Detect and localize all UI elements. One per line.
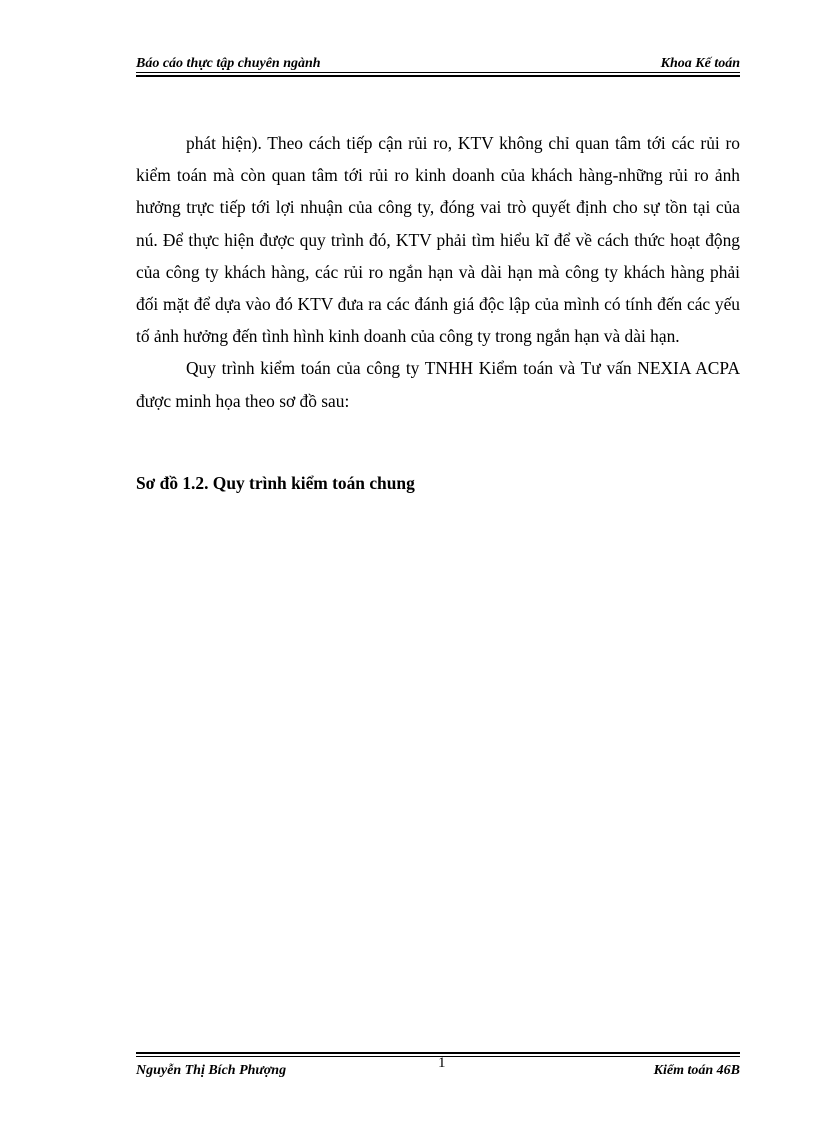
header-rule-thick <box>136 75 740 77</box>
page-header <box>136 50 740 72</box>
paragraph-risk-approach: phát hiện). Theo cách tiếp cận rủi ro, KTV không chỉ quan tâm tới các rủi ro kiểm toán mà còn quan tâm tới rủi ro kinh doanh của khách hàng-những rủi ro ảnh hưởng trực tiếp tới lợi nhuận của công ty, đóng vai trò quyết định cho sự tồn tại của nú. Để thực hiện được quy trình đó, KTV phải tìm hiểu kĩ để về cách thức hoạt động của công ty khách hàng, các rủi ro ngắn hạn và dài hạn mà công ty khách hàng phải đối mặt để dựa vào đó KTV đưa ra các đánh giá độc lập của mình có tính đến các yếu tố ảnh hưởng đến tình hình kinh doanh của công ty trong ngắn hạn và dài hạn. <box>136 133 740 347</box>
header-rule-thin <box>136 72 740 73</box>
header-report-title: Báo cáo thực tập chuyên ngành <box>136 56 321 71</box>
paragraph-audit-process: Quy trình kiểm toán của công ty TNHH Kiểm toán và Tư vấn NEXIA ACPA được minh họa theo sơ đồ sau: <box>136 358 740 411</box>
page-footer <box>136 1057 740 1079</box>
footer-rule-thick <box>136 1052 740 1054</box>
page-number: 1 <box>438 1055 446 1071</box>
body-text <box>136 127 740 417</box>
footer-author: Nguyễn Thị Bích Phượng <box>136 1063 287 1078</box>
header-department: Khoa Kế toán <box>660 56 740 71</box>
diagram-caption: Sơ đồ 1.2. Quy trình kiểm toán chung <box>136 473 415 493</box>
footer-class: Kiểm toán 46B <box>653 1063 740 1078</box>
